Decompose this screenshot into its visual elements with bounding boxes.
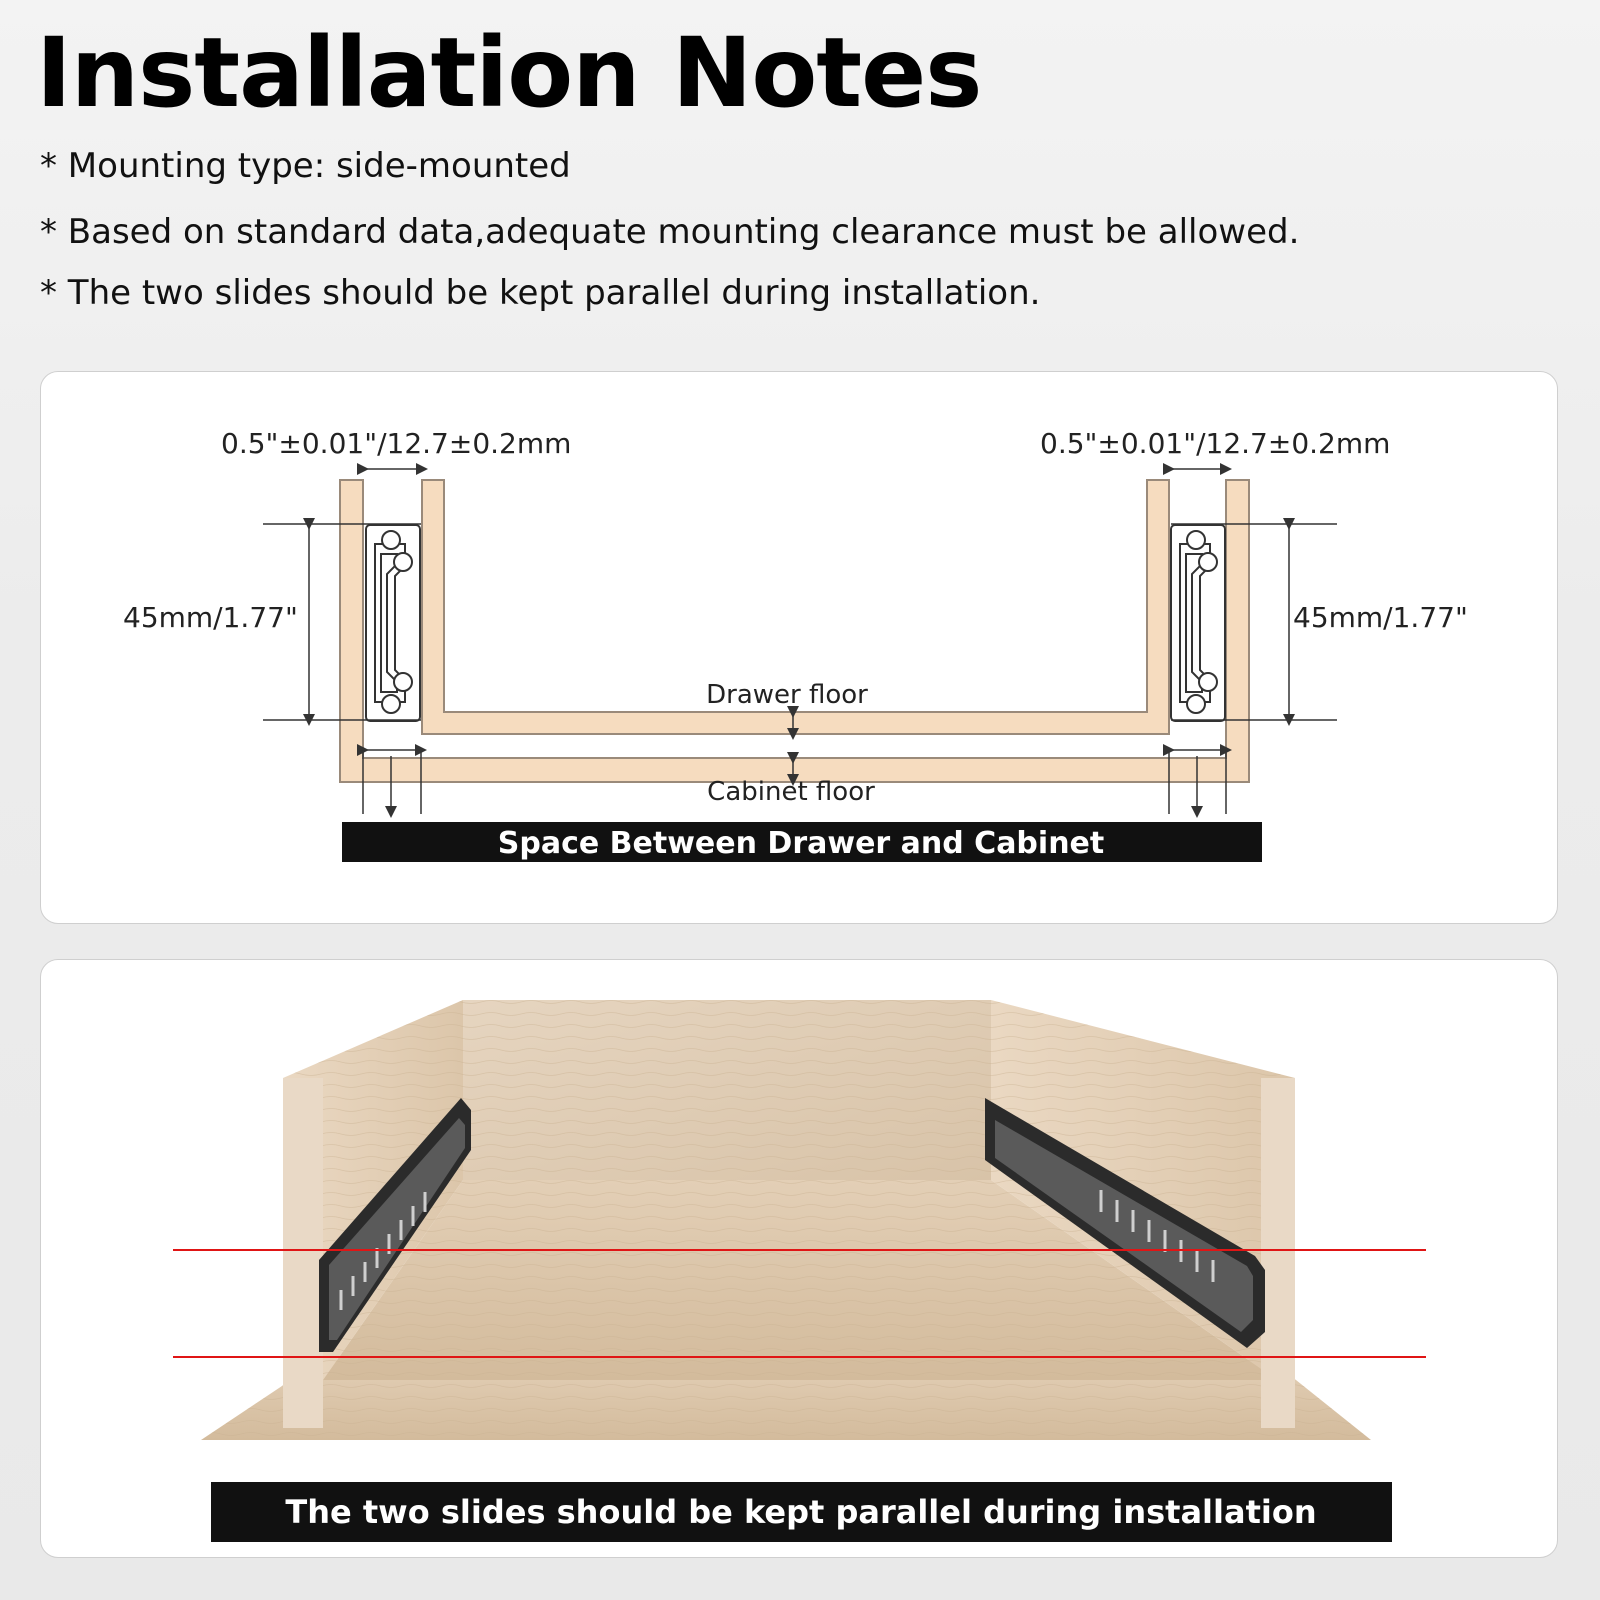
height-dimension-left: 45mm/1.77": [123, 601, 298, 634]
gap-dimension-left: 0.5"±0.01"/12.7±0.2mm: [221, 427, 572, 460]
height-dimension-right: 45mm/1.77": [1293, 601, 1468, 634]
cabinet-floor-label: Cabinet floor: [707, 777, 875, 807]
note-mounting-type: * Mounting type: side-mounted: [40, 146, 571, 186]
left-slide-icon: [366, 525, 420, 721]
drawer-illustration: [41, 960, 1557, 1557]
note-parallel: * The two slides should be kept parallel during installation.: [40, 273, 1041, 313]
note-clearance: * Based on standard data,adequate mounting clearance must be allowed.: [40, 212, 1300, 252]
cabinet-outline: [340, 480, 1249, 782]
clearance-diagram-panel: [40, 371, 1558, 924]
clearance-diagram: [41, 372, 1557, 923]
page-title: Installation Notes: [36, 17, 982, 129]
drawer-floor-label: Drawer floor: [706, 680, 868, 710]
caption-text: The two slides should be kept parallel during installation: [285, 1493, 1317, 1531]
gap-dimension-right: 0.5"±0.01"/12.7±0.2mm: [1040, 427, 1391, 460]
right-slide-icon: [1171, 525, 1225, 721]
space-label-text: Space Between Drawer and Cabinet: [497, 826, 1105, 861]
drawer-photo-panel: [40, 959, 1558, 1558]
